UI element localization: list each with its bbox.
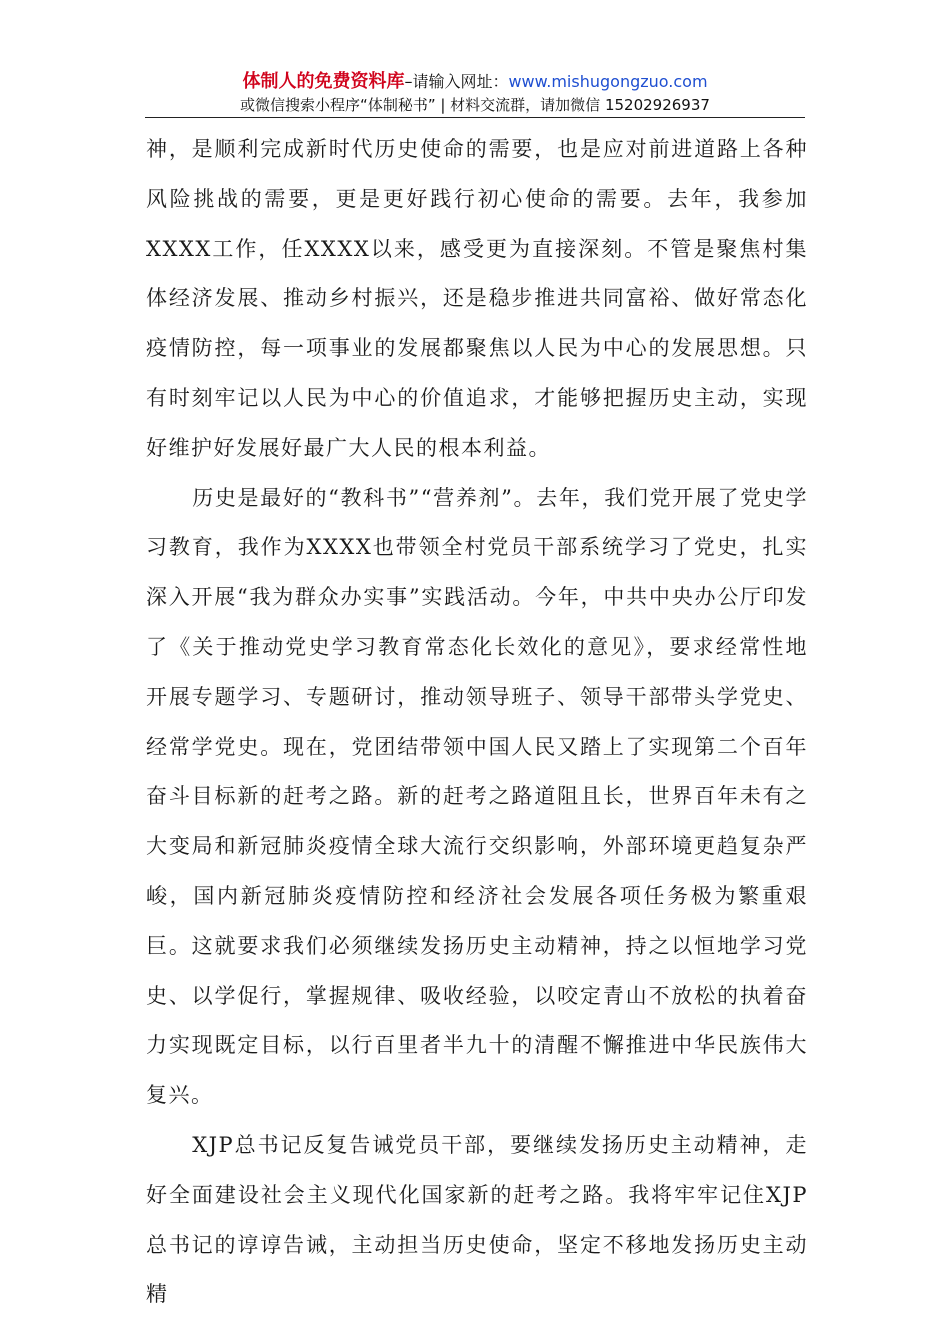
paragraph: 历史是最好的“教科书”“营养剂”。去年，我们党开展了党史学习教育，我作为XXXX也带领全村党员干部系统学习了党史，扎实深入开展“我为群众办实事”实践活动。今年，中共中央办公厅印发了《关于推动党史学习教育常态化长效化的意见》，要求经常性地开展专题学习、专题研讨，推动领导班子、领导干部带头学党史、经常学党史。现在，党团结带领中国人民又踏上了实现第二个百年奋斗目标新的赶考之路。新的赶考之路道阻且长，世界百年未有之大变局和新冠肺炎疫情全球大流行交织影响，外部环境更趋复杂严峻，国内新冠肺炎疫情防控和经济社会发展各项任务极为繁重艰巨。这就要求我们必须继续发扬历史主动精神，持之以恒地学习党史、以学促行，掌握规律、吸收经验，以咬定青山不放松的执着奋力实现既定目标，以行百里者半九十的清醒不懈推进中华民族伟大复兴。 (146, 485, 808, 1108)
header-line-1 (145, 70, 805, 94)
url-prompt: –请输入网址： (404, 72, 509, 91)
header-divider (145, 117, 805, 118)
website-link[interactable]: www.mishugongzuo.com (508, 72, 708, 91)
paragraph-continued: 神，是顺利完成新时代历史使命的需要，也是应对前进道路上各种风险挑战的需要，更是更好践行初心使命的需要。去年，我参加XXXX工作，任XXXX以来，感受更为直接深刻。不管是聚焦村集体经济发展、推动乡村振兴，还是稳步推进共同富裕、做好常态化疫情防控，每一项事业的发展都聚焦以人民为中心的发展思想。只有时刻牢记以人民为中心的价值追求，才能够把握历史主动，实现好维护好发展好最广大人民的根本利益。 (146, 137, 808, 460)
brand-title: 体制人的免费资料库 (242, 71, 405, 92)
page-header (145, 70, 805, 116)
header-contact-line: 或微信搜索小程序“体制秘书” | 材料交流群，请加微信 15202926937 (240, 96, 710, 114)
paragraph: XJP总书记反复告诫党员干部，要继续发扬历史主动精神，走好全面建设社会主义现代化国家新的赶考之路。我将牢牢记住XJP总书记的谆谆告诫，主动担当历史使命，坚定不移地发扬历史主动精 (146, 1132, 808, 1307)
document-body (146, 125, 808, 1320)
